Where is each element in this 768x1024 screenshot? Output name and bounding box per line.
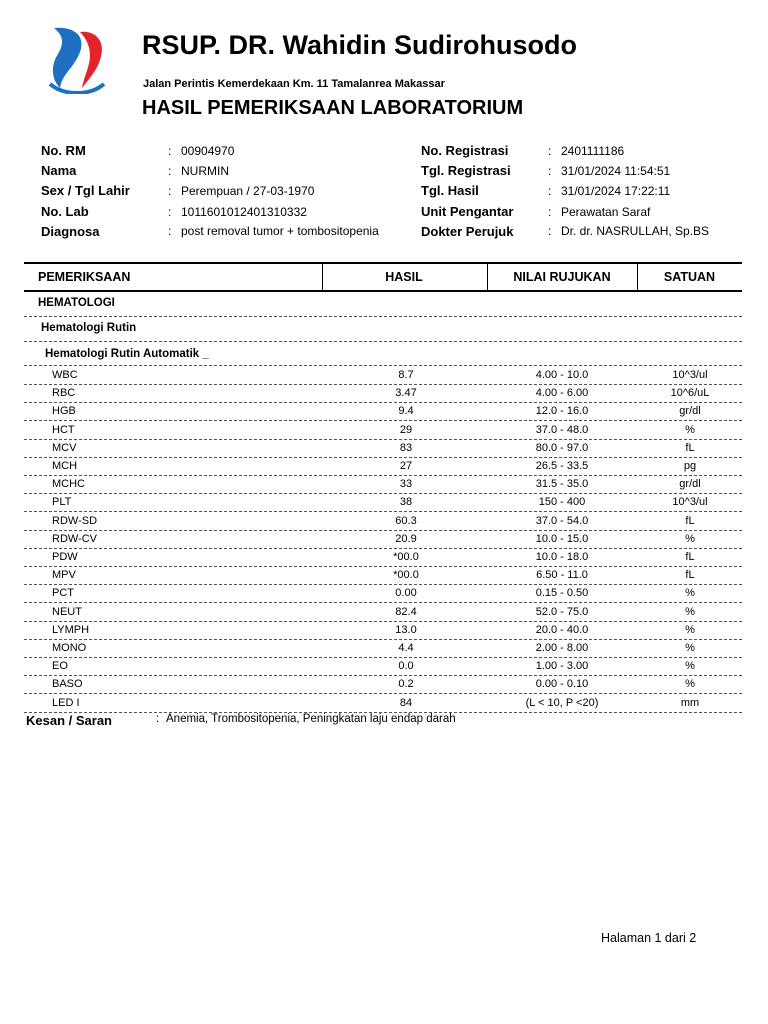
unit: mm — [680, 696, 700, 709]
table-row — [24, 367, 742, 385]
section-hematologi-rutin-automatik: Hematologi Rutin Automatik _ — [45, 348, 209, 360]
section-hematologi-rutin: Hematologi Rutin — [41, 322, 137, 334]
row-divider — [24, 341, 742, 342]
kesan-value: Anemia, Trombositopenia, Peningkatan laju endap darah — [166, 713, 456, 725]
value-no-registrasi: 2401111186 — [561, 144, 625, 158]
reference-range: 6.50 - 11.0 — [536, 569, 588, 582]
test-name: HGB — [52, 405, 76, 418]
table-row — [24, 513, 742, 531]
table-row — [24, 676, 742, 694]
column-hasil: HASIL — [385, 270, 423, 284]
reference-range: 37.0 - 54.0 — [535, 514, 589, 527]
colon: : — [168, 164, 172, 178]
test-result: 3.47 — [395, 387, 417, 400]
unit: % — [685, 660, 695, 673]
unit: gr/dl — [679, 478, 701, 491]
test-name: HCT — [52, 423, 75, 436]
value-unit-pengantar: Perawatan Saraf — [561, 205, 651, 219]
table-row — [24, 695, 742, 713]
colon: : — [548, 224, 552, 238]
test-name: EO — [52, 660, 68, 673]
reference-range: 4.00 - 6.00 — [535, 387, 589, 400]
label-no-lab: No. Lab — [41, 204, 89, 219]
reference-range: 37.0 - 48.0 — [535, 423, 589, 436]
test-result: 82.4 — [395, 605, 417, 618]
value-diagnosa: post removal tumor + tombositopenia — [181, 224, 379, 238]
test-name: MCH — [52, 460, 78, 472]
reference-range: (L < 10, P <20) — [525, 696, 599, 709]
table-row — [24, 458, 742, 476]
colon: : — [548, 184, 552, 198]
test-result: 33 — [399, 478, 413, 491]
reference-range: 0.15 - 0.50 — [535, 587, 589, 600]
unit: % — [685, 642, 695, 654]
test-name: RDW-CV — [52, 532, 98, 545]
colon: : — [548, 205, 552, 219]
unit: fL — [685, 441, 695, 454]
column-nilai-rujukan: NILAI RUJUKAN — [513, 270, 611, 284]
colon: : — [168, 184, 172, 198]
column-satuan: SATUAN — [663, 270, 716, 284]
test-result: 0.00 — [395, 587, 417, 600]
table-row — [24, 549, 742, 567]
value-no-rm: 00904970 — [181, 144, 235, 158]
colon: : — [548, 144, 552, 158]
test-result: 4.4 — [398, 642, 414, 654]
test-result: 9.4 — [398, 405, 414, 418]
test-name: RBC — [52, 387, 76, 400]
test-name: PCT — [52, 587, 74, 600]
test-result: 60.3 — [395, 514, 417, 527]
table-row — [24, 403, 742, 421]
label-diagnosa: Diagnosa — [41, 224, 100, 239]
test-name: MPV — [52, 569, 76, 582]
test-name: MCHC — [52, 478, 85, 491]
value-tgl-hasil: 31/01/2024 17:22:11 — [561, 184, 671, 198]
label-nama: Nama — [41, 163, 77, 178]
reference-range: 2.00 - 8.00 — [535, 642, 589, 654]
reference-range: 10.0 - 15.0 — [535, 532, 589, 545]
unit: % — [685, 678, 695, 691]
row-divider — [24, 316, 742, 317]
unit: pg — [683, 460, 697, 472]
value-sex-tgl-lahir: Perempuan / 27-03-1970 — [181, 184, 315, 198]
label-no-registrasi: No. Registrasi — [421, 143, 509, 158]
table-row — [24, 476, 742, 494]
test-result: 84 — [399, 696, 413, 709]
kesan-label: Kesan / Saran — [26, 713, 112, 728]
reference-range: 4.00 - 10.0 — [535, 369, 589, 381]
test-result: 13.0 — [395, 623, 417, 636]
unit: % — [685, 623, 695, 636]
hospital-logo-icon — [44, 22, 110, 94]
label-tgl-registrasi: Tgl. Registrasi — [421, 163, 511, 178]
report-title: HASIL PEMERIKSAAN LABORATORIUM — [142, 97, 524, 119]
table-row — [24, 658, 742, 676]
unit: 10^3/ul — [672, 369, 708, 381]
value-nama: NURMIN — [181, 164, 229, 178]
test-result: 27 — [399, 460, 413, 472]
label-sex-tgl-lahir: Sex / Tgl Lahir — [41, 183, 130, 198]
test-name: BASO — [52, 678, 83, 691]
test-result: 0.2 — [398, 678, 414, 691]
test-name: LED I — [52, 696, 80, 709]
reference-range: 31.5 - 35.0 — [535, 478, 589, 491]
test-name: PDW — [52, 551, 78, 563]
hospital-address: Jalan Perintis Kemerdekaan Km. 11 Tamalanrea Makassar — [143, 78, 445, 90]
test-result: 8.7 — [398, 369, 414, 381]
test-result: 83 — [399, 441, 413, 454]
value-dokter-perujuk: Dr. dr. NASRULLAH, Sp.BS — [561, 224, 710, 238]
unit: % — [685, 423, 695, 436]
reference-range: 150 - 400 — [538, 496, 586, 509]
table-row — [24, 440, 742, 458]
test-name: WBC — [52, 369, 78, 381]
test-result: *00.0 — [393, 569, 419, 582]
reference-range: 0.00 - 0.10 — [535, 678, 589, 691]
section-hematologi: HEMATOLOGI — [38, 297, 115, 309]
reference-range: 26.5 - 33.5 — [535, 460, 589, 472]
test-result: 20.9 — [395, 532, 417, 545]
test-result: *00.0 — [393, 551, 419, 563]
value-tgl-registrasi: 31/01/2024 11:54:51 — [561, 164, 671, 178]
test-result: 0.0 — [398, 660, 414, 673]
test-name: NEUT — [52, 605, 82, 618]
unit: % — [685, 587, 695, 600]
table-row — [24, 585, 742, 603]
unit: 10^3/ul — [672, 496, 708, 509]
reference-range: 52.0 - 75.0 — [535, 605, 589, 618]
reference-range: 10.0 - 18.0 — [535, 551, 589, 563]
unit: fL — [685, 569, 695, 582]
test-name: RDW-SD — [52, 514, 98, 527]
unit: fL — [685, 514, 695, 527]
page-number: Halaman 1 dari 2 — [601, 931, 697, 945]
table-row — [24, 385, 742, 403]
table-row — [24, 567, 742, 585]
test-name: LYMPH — [52, 623, 90, 636]
reference-range: 80.0 - 97.0 — [535, 441, 589, 454]
column-pemeriksaan: PEMERIKSAAN — [38, 270, 131, 284]
reference-range: 20.0 - 40.0 — [535, 623, 589, 636]
table-row — [24, 422, 742, 440]
test-name: PLT — [52, 496, 72, 509]
test-name: MCV — [52, 441, 77, 454]
unit: gr/dl — [679, 405, 701, 418]
colon: : — [156, 713, 160, 725]
table-row — [24, 531, 742, 549]
label-dokter-perujuk: Dokter Perujuk — [421, 224, 514, 239]
table-row — [24, 604, 742, 622]
test-result: 38 — [399, 496, 413, 509]
label-tgl-hasil: Tgl. Hasil — [421, 183, 479, 198]
label-no-rm: No. RM — [41, 143, 86, 158]
unit: % — [685, 605, 695, 618]
test-result: 29 — [399, 423, 413, 436]
value-no-lab: 1011601012401310332 — [181, 205, 307, 219]
reference-range: 1.00 - 3.00 — [535, 660, 589, 673]
row-divider — [24, 365, 742, 366]
label-unit-pengantar: Unit Pengantar — [421, 204, 514, 219]
table-row — [24, 494, 742, 512]
colon: : — [168, 224, 172, 238]
table-row — [24, 622, 742, 640]
results-table-header — [24, 262, 742, 292]
colon: : — [168, 205, 172, 219]
unit: 10^6/uL — [670, 387, 710, 400]
hospital-name: RSUP. DR. Wahidin Sudirohusodo — [142, 30, 577, 60]
unit: fL — [685, 551, 695, 563]
reference-range: 12.0 - 16.0 — [535, 405, 589, 418]
unit: % — [685, 532, 695, 545]
test-name: MONO — [52, 642, 87, 654]
colon: : — [168, 144, 172, 158]
colon: : — [548, 164, 552, 178]
table-row — [24, 640, 742, 658]
